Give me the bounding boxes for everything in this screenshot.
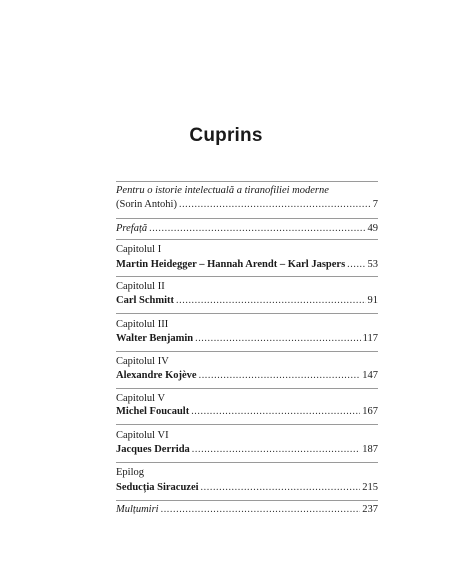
page-title: Cuprins bbox=[189, 125, 263, 146]
toc-page-number: 49 bbox=[367, 223, 378, 234]
toc-page-number: 117 bbox=[362, 333, 378, 344]
toc-chapter-label: Capitolul VI bbox=[116, 430, 169, 441]
dot-leader bbox=[199, 369, 361, 383]
toc-chapter-label: Capitolul III bbox=[116, 319, 169, 330]
dot-leader bbox=[347, 258, 365, 272]
dot-leader bbox=[192, 443, 360, 457]
toc-page-number: 167 bbox=[362, 406, 378, 417]
toc-entry bbox=[116, 405, 378, 419]
toc-page-number: 7 bbox=[372, 199, 378, 210]
toc-entry bbox=[116, 294, 378, 308]
toc-entry bbox=[116, 332, 378, 346]
toc-chapter-label: Capitolul II bbox=[116, 281, 165, 292]
separator-rule bbox=[116, 500, 378, 501]
toc-chapter-label: Capitolul I bbox=[116, 244, 162, 255]
toc-entry bbox=[116, 258, 378, 272]
toc-entry-title: (Sorin Antohi) bbox=[116, 199, 177, 210]
dot-leader bbox=[161, 503, 361, 517]
toc-entry-title: Martin Heidegger – Hannah Arendt – Karl Jaspers bbox=[116, 259, 346, 270]
dot-leader bbox=[195, 332, 361, 346]
toc-entry bbox=[116, 369, 378, 383]
toc-chapter-label: Capitolul V bbox=[116, 393, 166, 404]
separator-rule bbox=[116, 351, 378, 352]
separator-rule bbox=[116, 462, 378, 463]
toc-chapter-label: Capitolul IV bbox=[116, 356, 169, 367]
toc-entry bbox=[116, 222, 378, 236]
separator-rule bbox=[116, 218, 378, 219]
toc-page-number: 91 bbox=[367, 295, 378, 306]
toc-entry-title: Prefață bbox=[116, 223, 148, 234]
toc-entry-title: Seducția Siracuzei bbox=[116, 482, 199, 493]
separator-rule bbox=[116, 424, 378, 425]
dot-leader bbox=[201, 481, 361, 495]
toc-page-number: 237 bbox=[362, 504, 378, 515]
toc-page-number: 53 bbox=[367, 259, 378, 270]
toc-entry-title: Jacques Derrida bbox=[116, 444, 190, 455]
toc-entry-title: Mulțumiri bbox=[116, 504, 159, 515]
toc-page-number: 215 bbox=[362, 482, 378, 493]
toc-entry bbox=[116, 503, 378, 517]
toc-page-number: 147 bbox=[362, 370, 378, 381]
toc-page-number: 187 bbox=[362, 444, 378, 455]
dot-leader bbox=[176, 294, 365, 308]
toc-entry-title: Alexandre Kojève bbox=[116, 370, 197, 381]
dot-leader bbox=[149, 222, 365, 236]
toc-chapter-label: Epilog bbox=[116, 467, 144, 478]
toc-entry-heading: Pentru o istorie intelectuală a tiranofiliei moderne bbox=[116, 185, 329, 196]
toc-entry bbox=[116, 198, 378, 212]
toc-entry bbox=[116, 481, 378, 495]
separator-rule bbox=[116, 313, 378, 314]
separator-rule bbox=[116, 388, 378, 389]
separator-rule bbox=[116, 239, 378, 240]
separator-rule bbox=[116, 276, 378, 277]
dot-leader bbox=[179, 198, 371, 212]
toc-entry-title: Michel Foucault bbox=[116, 406, 190, 417]
toc-entry-title: Carl Schmitt bbox=[116, 295, 175, 306]
dot-leader bbox=[191, 405, 360, 419]
toc-entry-title: Walter Benjamin bbox=[116, 333, 194, 344]
separator-rule bbox=[116, 181, 378, 182]
toc-entry bbox=[116, 443, 378, 457]
